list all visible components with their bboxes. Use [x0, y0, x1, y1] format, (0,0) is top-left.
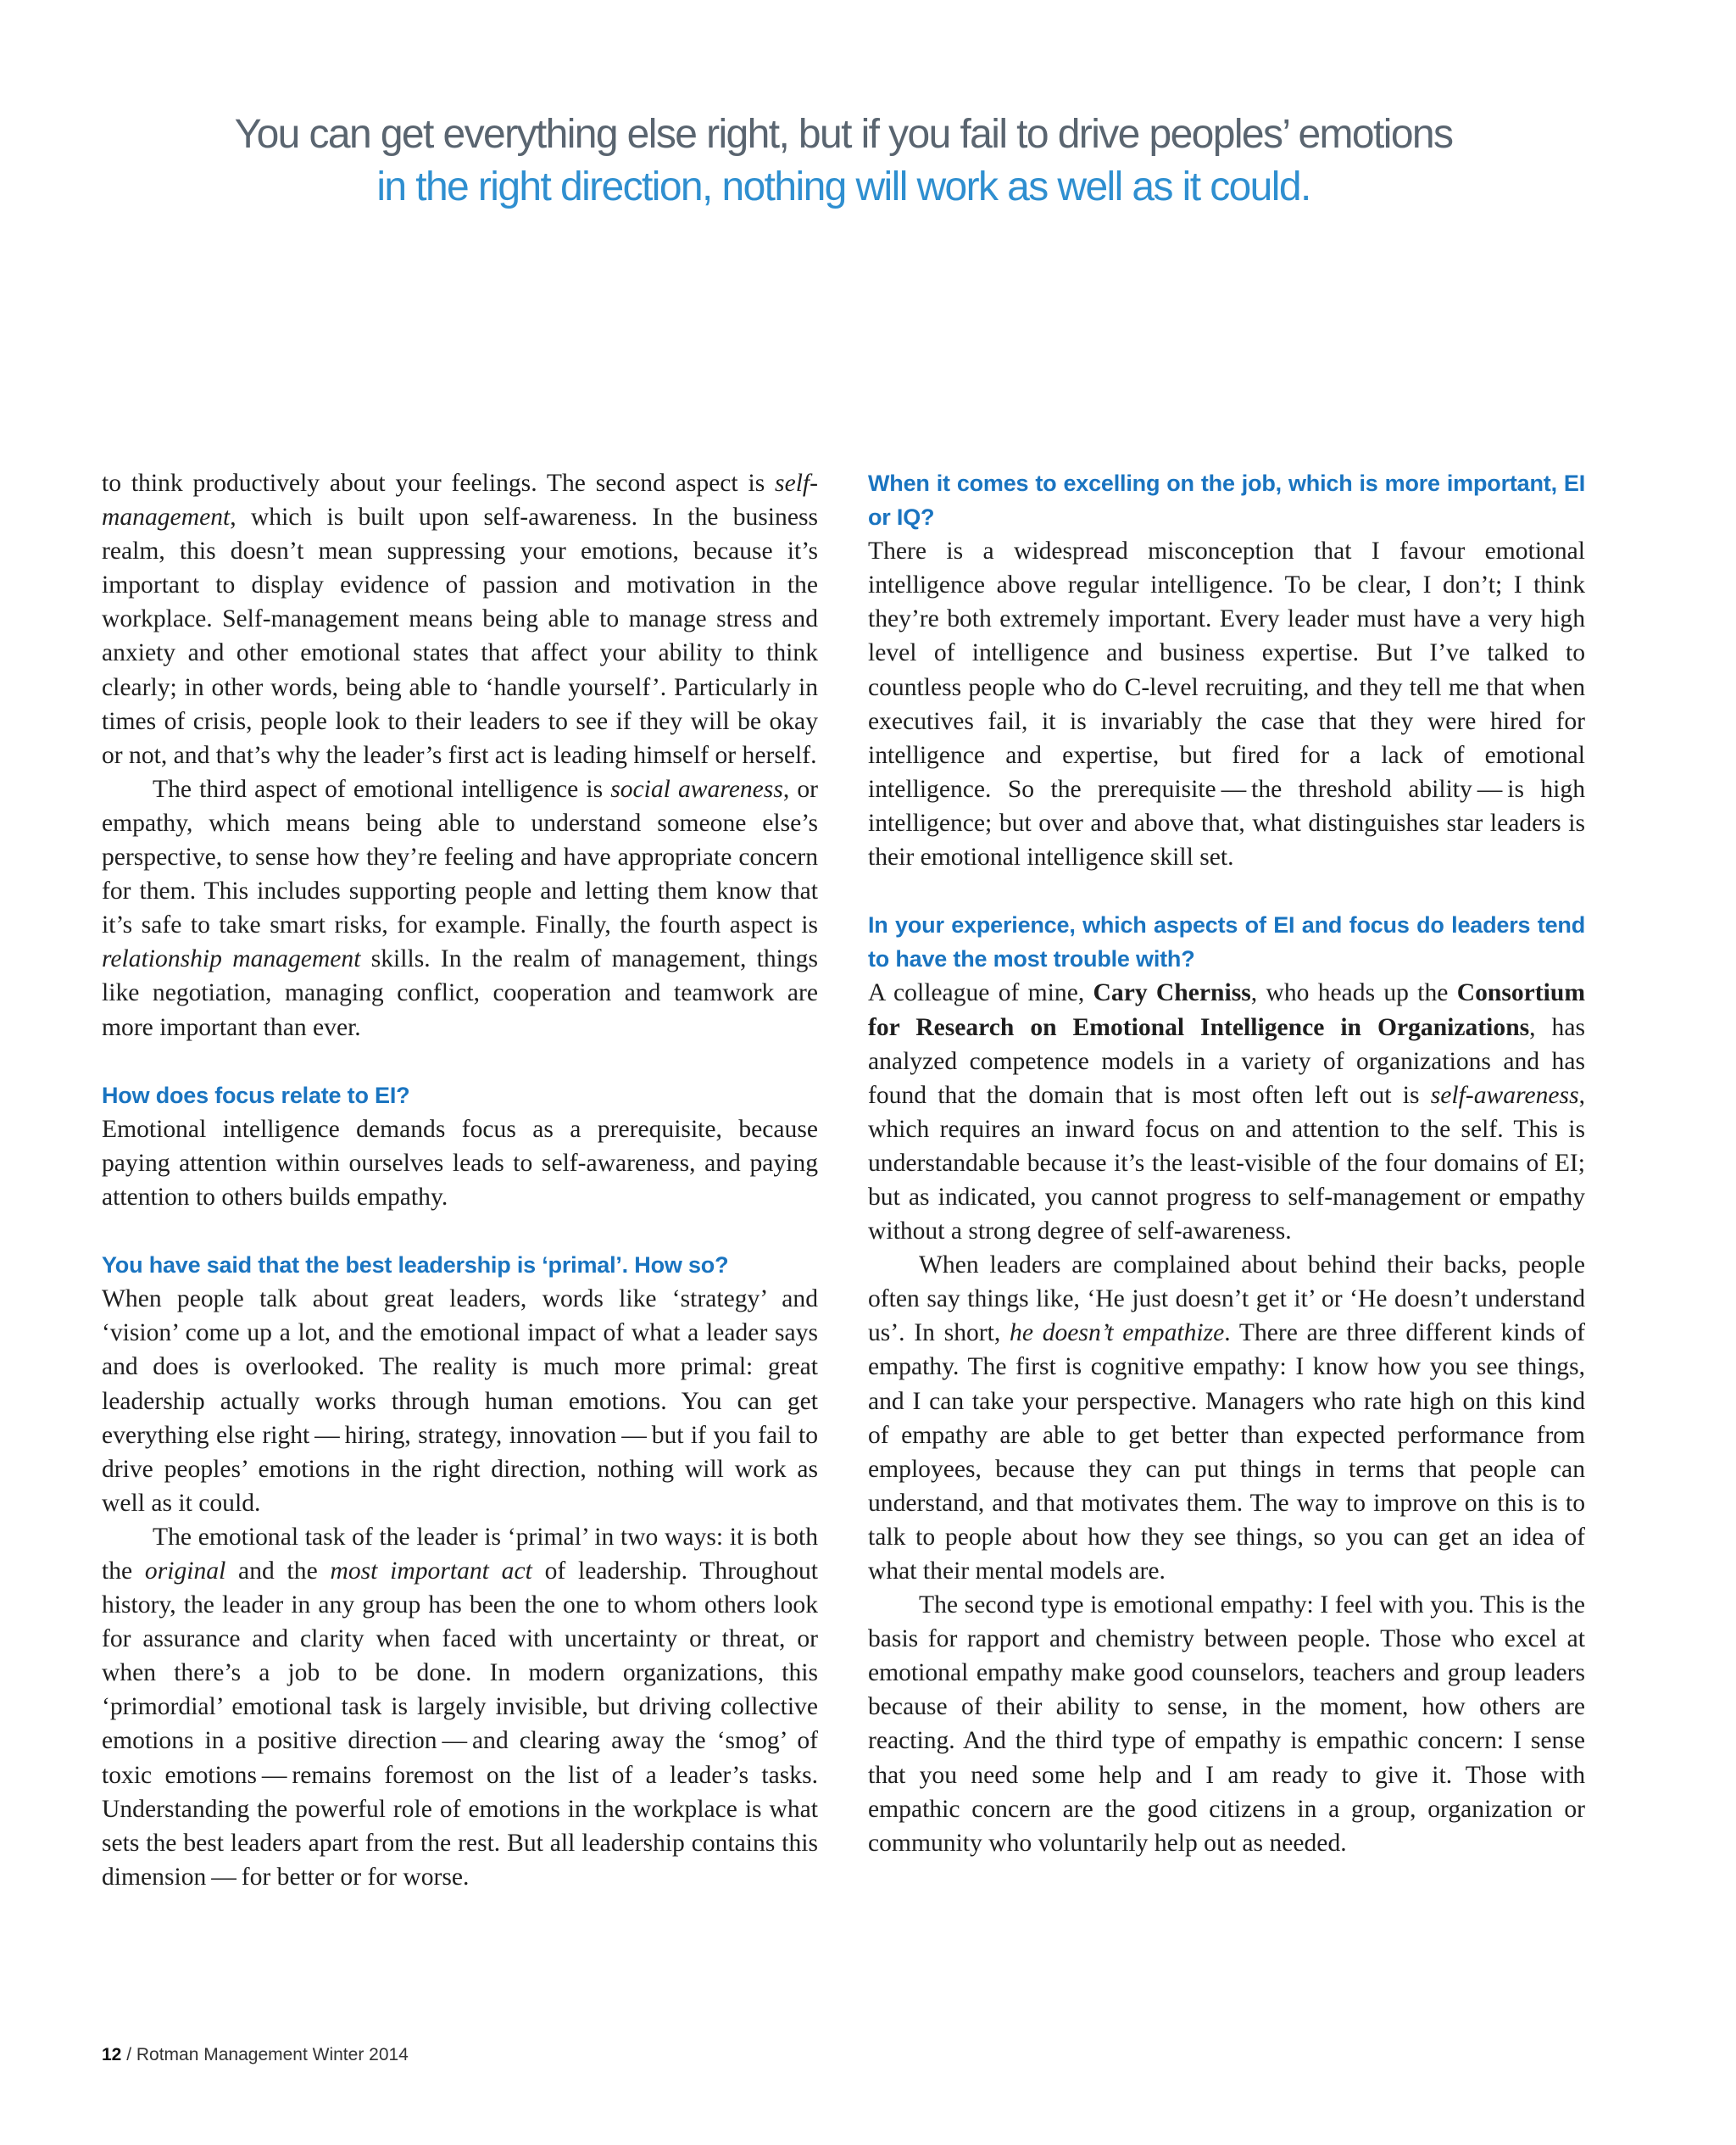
name-consortium: Consortium for Research on Emotional Intelligence in Organizations	[868, 979, 1585, 1041]
page-footer	[102, 2045, 409, 2065]
question-heading-focus-ei: How does focus relate to EI?	[102, 1082, 410, 1108]
paragraph-emotional-empathy: The second type is emotional empathy: I feel with you. This is the basis for rapport and chemistry between people. Those who excel at emotional empathy make good counselors, teachers and group leaders because of their ability to sense, in the moment, how others are reacting. And the third type of empathy is empathic concern: I sense that you need some help and I am ready to give it. Those with empathic concern are the good citizens in a group, organization or community who voluntarily help out as needed.	[868, 1591, 1585, 1857]
term-social-awareness: social awareness	[610, 775, 783, 803]
answer-trouble: A colleague of mine, Cary Cherniss, who heads up the Consortium for Research on Emotional Intelligence in Organizations, has analyzed competence models in a variety of organizations and has found that the domain that is most often left out is self-awareness, which requires an inward focus on and attention to the self. This is understandable because it’s the least-visible of the four domains of EI; but as indicated, you cannot progress to self-management or empathy without a strong degree of self-awareness.	[868, 979, 1585, 1245]
pull-quote-line-2: in the right direction, nothing will work as well as it could.	[376, 164, 1310, 209]
page-number: 12	[102, 2045, 122, 2064]
term-most-important-act: most important act	[330, 1557, 532, 1585]
paragraph-second-aspect: to think productively about your feelings. The second aspect is self-management, which is built upon self-awareness. In the business realm, this doesn’t mean suppressing your emotions, because it’s important to display evidence of passion and motivation in the workplace. Self-management means being able to manage stress and anxiety and other emotional states that affect your ability to think clearly; in other words, being able to ‘handle yourself’. Particularly in times of crisis, people look to their leaders to see if they will be okay or not, and that’s why the leader’s first act is leading himself or herself.	[102, 470, 818, 769]
question-heading-trouble: In your experience, which aspects of EI and focus do leaders tend to have the most trouble with?	[868, 912, 1585, 972]
paragraph-cognitive-empathy: When leaders are complained about behind their backs, people often say things like, ‘He just doesn’t get it’ or ‘He doesn’t understand us’. In short, he doesn’t empathize. There are three different kinds of empathy. The first is cognitive empathy: I know how you see things, and I can take your perspective. Managers who rate high on this kind of empathy are able to get better than expected performance from employees, because they can put things in terms that people can understand, and that motivates them. The way to improve on this is to talk to people about how they see things, so you can get an idea of what their mental models are.	[868, 1251, 1585, 1585]
paragraph-emotional-task: The emotional task of the leader is ‘primal’ in two ways: it is both the original and the most important act of leadership. Throughout history, the leader in any group has been the one to whom others look for assurance and clarity when faced with uncertainty or threat, or when there’s a job to be done. In modern organizations, this ‘primordial’ emotional task is largely invisible, but driving collective emotions in a positive direction — and clearing away the ‘smog’ of toxic emotions — remains foremost on the list of a leader’s tasks. Understanding the powerful role of emotions in the workplace is what sets the best leaders apart from the rest. But all leadership contains this dimension — for better or for worse.	[102, 1523, 818, 1891]
answer-focus-ei: Emotional intelligence demands focus as a prerequisite, because paying attention within ourselves leads to self-awareness, and paying attention to others builds empathy.	[102, 1115, 818, 1211]
paragraph-third-aspect: The third aspect of emotional intelligence is social awareness, or empathy, which means being able to understand someone else’s perspective, to sense how they’re feeling and have appropriate concern for them. This includes supporting people and letting them know that it’s safe to take smart risks, for example. Finally, the fourth aspect is relationship management skills. In the realm of management, things like negotiation, managing conflict, cooperation and teamwork are more important than ever.	[102, 775, 818, 1041]
term-doesnt-empathize: he doesn’t empathize	[1010, 1319, 1225, 1347]
right-column	[868, 466, 1585, 1860]
question-heading-primal: You have said that the best leadership is ‘primal’. How so?	[102, 1252, 729, 1279]
name-cary-cherniss: Cary Cherniss	[1093, 979, 1251, 1007]
answer-primal: When people talk about great leaders, words like ‘strategy’ and ‘vision’ come up a lot, and the emotional impact of what a leader says and does is overlooked. The reality is much more primal: great leadership actually works through human emotions. You can get everything else right — hiring, strategy, innovation — but if you fail to drive peoples’ emotions in the right direction, nothing will work as well as it could.	[102, 1285, 818, 1517]
pull-quote	[0, 109, 1687, 214]
left-column	[102, 466, 818, 1894]
publication-title: / Rotman Management Winter 2014	[121, 2045, 409, 2064]
term-self-awareness: self-awareness	[1430, 1081, 1579, 1109]
term-self-management: self-management	[102, 470, 818, 532]
pull-quote-line-1: You can get everything else right, but if you fail to drive peoples’ emotions	[234, 112, 1453, 157]
term-original: original	[144, 1557, 226, 1585]
term-relationship-management: relationship management	[102, 945, 361, 973]
answer-ei-or-iq: There is a widespread misconception that I favour emotional intelligence above regular intelligence. To be clear, I don’t; I think they’re both extremely important. Every leader must have a very high level of intelligence and business expertise. But I’ve talked to countless people who do C-level recruiting, and they tell me that when executives fail, it is invariably the case that they were hired for intelligence and expertise, but fired for a lack of emotional intelligence. So the prerequisite — the threshold ability — is high intelligence; but over and above that, what distinguishes star leaders is their emotional intelligence skill set.	[868, 538, 1585, 872]
question-heading-ei-or-iq: When it comes to excelling on the job, which is more important, EI or IQ?	[868, 471, 1585, 531]
